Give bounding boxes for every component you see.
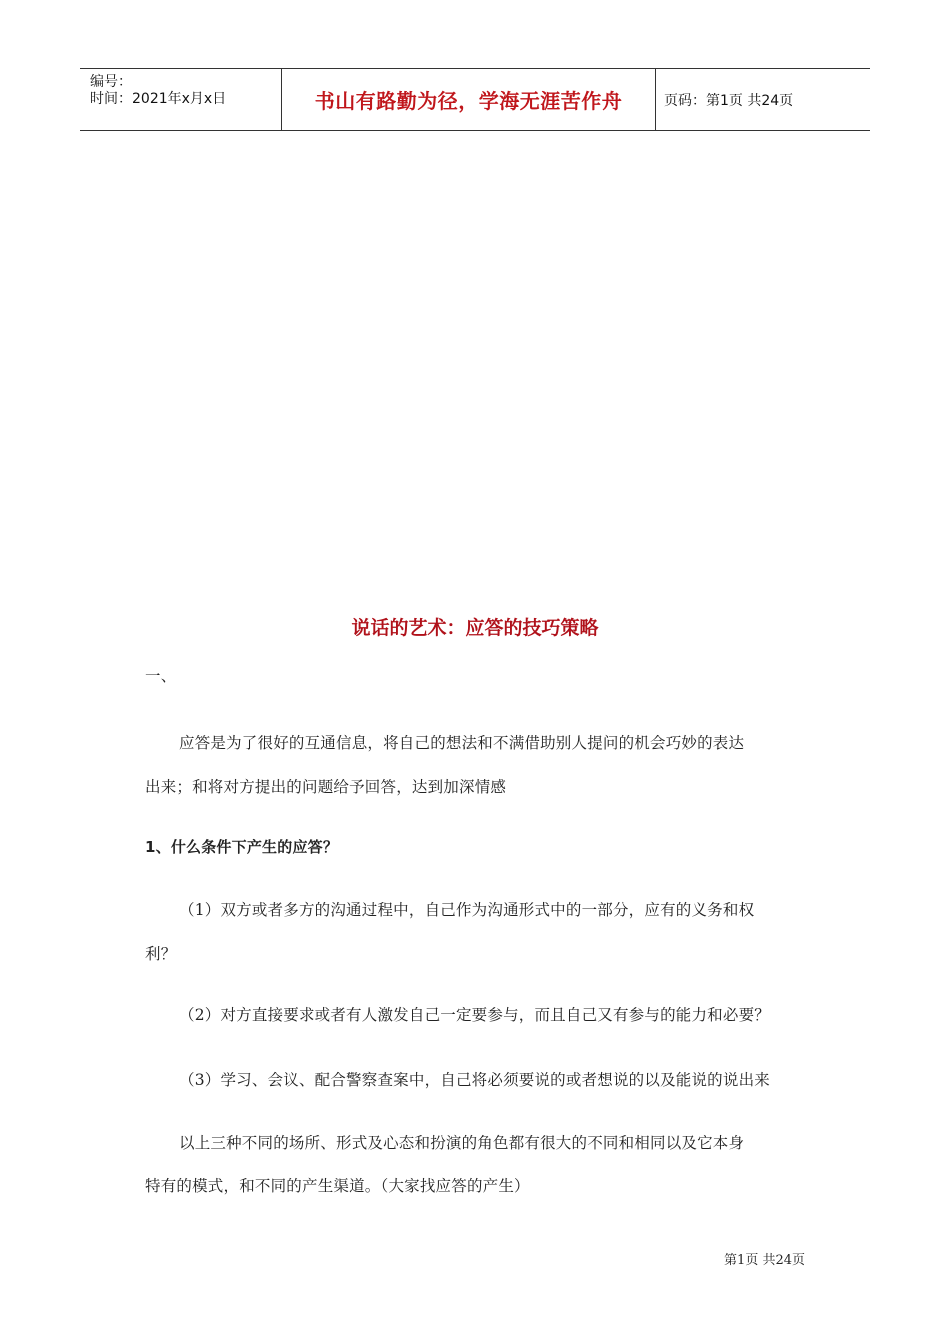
intro-paragraph-line2: 出来；和将对方提出的问题给予回答，达到加深情感: [145, 778, 507, 796]
summary-line1: 以上三种不同的场所、形式及心态和扮演的角色都有很大的不同和相同以及它本身: [179, 1134, 745, 1152]
document-title: 说话的艺术：应答的技巧策略: [351, 617, 599, 639]
header-page-code: 页码：第1页 共24页: [664, 92, 794, 109]
document-time-label: 时间：2021年x月x日: [90, 91, 227, 107]
document-header: [80, 68, 870, 131]
item-2: （2）对方直接要求或者有人激发自己一定要参与，而且自己又有参与的能力和必要？: [179, 1006, 770, 1024]
header-page-cell: [655, 69, 870, 130]
section-one-marker: 一、: [145, 667, 177, 685]
header-motto-cell: [281, 69, 656, 130]
item-1-line1: （1）双方或者多方的沟通过程中，自己作为沟通形式中的一部分，应有的义务和权: [179, 901, 755, 919]
subheading-1: 1、什么条件下产生的应答？: [145, 838, 339, 856]
intro-paragraph-line1: 应答是为了很好的互通信息，将自己的想法和不满借助别人提问的机会巧妙的表达: [179, 734, 745, 752]
page-footer: 第1页 共24页: [724, 1253, 805, 1268]
document-number-label: 编号：: [90, 74, 132, 90]
item-1-line2: 利？: [145, 945, 177, 963]
summary-line2: 特有的模式，和不同的产生渠道。（大家找应答的产生）: [145, 1177, 530, 1195]
item-3: （3）学习、会议、配合警察查案中，自己将必须要说的或者想说的以及能说的说出来: [179, 1071, 770, 1089]
header-info-cell: [80, 69, 281, 130]
header-motto: 书山有路勤为径，学海无涯苦作舟: [314, 89, 623, 113]
